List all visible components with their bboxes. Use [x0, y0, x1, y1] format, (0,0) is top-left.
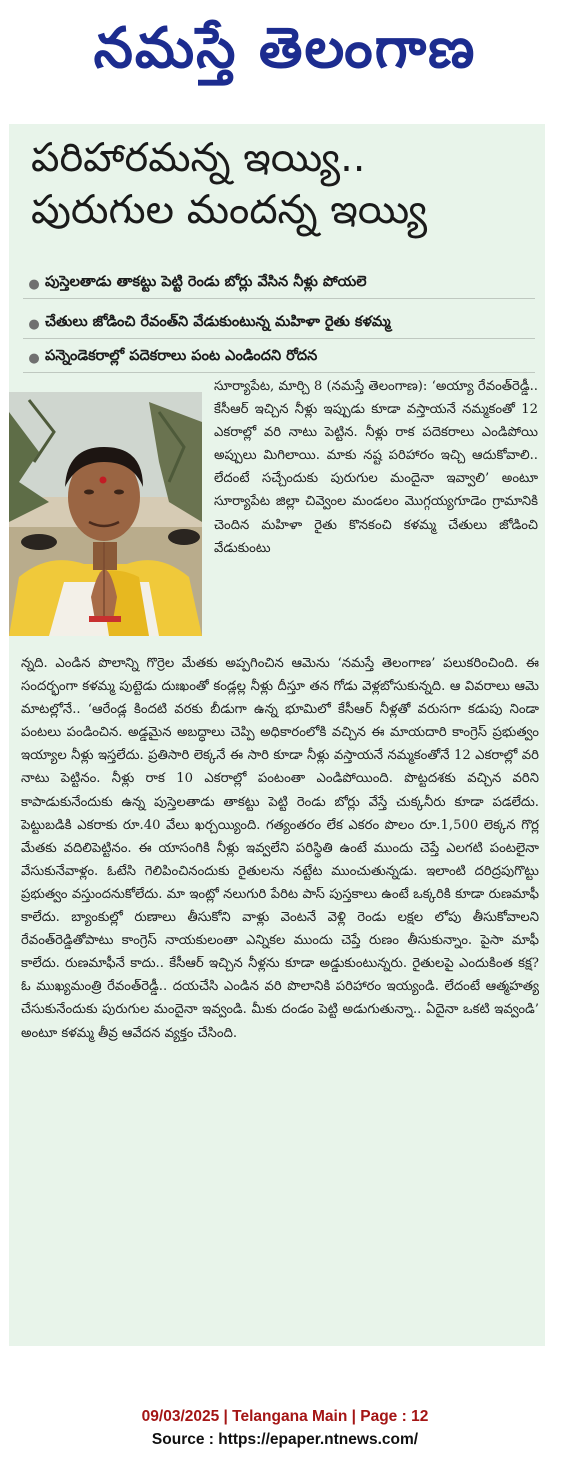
article-body-intro: సూర్యాపేట, మార్చి 8 (నమస్తే తెలంగాణ): ‘అయ్యా రేవంత్‌రెడ్డీ.. కేసీఆర్‌ ఇచ్చిన నీళ్లు ఇప్పుడు కూడా వస్తాయనే నమ్మకంతో 12 ఎకరాల్లో వరి నాటు పెట్టిన. నీళ్లు రాక పదెకరాలు ఎండిపోయి అప్పులు మిగిలాయి. మాకు నష్ట పరిహారం ఇచ్చి ఆదుకోవాలి.. లేదంటే సచ్చేందుకు పురుగుల మందైనా ఇవ్వాలి’ అంటూ సూర్యాపేట జిల్లా చివ్వెంల మండలం మొగ్గయ్యగూడెం గ్రామానికి చెందిన మహిళా రైతు కొనకంచి కళమ్మ చేతులు జోడించి వేడుకుంటు: [214, 379, 538, 556]
highlight-item: [23, 270, 535, 299]
footer-source: Source : https://epaper.ntnews.com/: [151, 1431, 419, 1448]
headline-line-2: పురుగుల మందన్న ఇయ్యి: [31, 187, 428, 233]
headline: [31, 132, 531, 236]
highlight-item: [23, 344, 535, 373]
bullet-icon: ●: [28, 350, 40, 366]
highlight-text: పుస్తెలతాడు తాకట్టు పెట్టి రెండు బోర్లు వేసిన నీళ్లు పోయలె: [45, 274, 367, 290]
newspaper-logo: నమస్తే తెలంగాణ: [93, 15, 477, 81]
masthead: [0, 0, 570, 110]
footer-date-page: 09/03/2025 | Telangana Main | Page : 12: [141, 1408, 429, 1425]
farmer-photo: [9, 392, 202, 636]
highlight-item: [23, 310, 535, 339]
highlight-text: చేతులు జోడించి రేవంత్‌ని వేడుకుంటున్న మహిళా రైతు కళమ్మ: [45, 314, 391, 330]
bullet-icon: ●: [28, 276, 40, 292]
news-clipping: [9, 124, 545, 1346]
highlight-text: పన్నెండెకరాల్లో పదెకరాలు పంట ఎండిందని రోదన: [45, 348, 318, 364]
headline-line-1: పరిహారమన్న ఇయ్యి..: [31, 135, 366, 181]
article-body-main: న్నది. ఎండిన పొలాన్ని గొర్రెల మేతకు అప్పగించిన ఆమెను ‘నమస్తే తెలంగాణ’ పలుకరించింది. ఈ సందర్భంగా కళమ్మ పుట్టెడు దుఃఖంతో కండ్లల్ల నీళ్లు దీస్తూ తన గోడు వెళ్లబోసుకున్నది. ఆ వివరాలు ఆమె మాటల్లోనే.. ‘ఆరేండ్ల కిందటి వరకు బీడుగా ఉన్న భూమిలో కేసీఆర్‌ నీళ్లతో వరుసగా కడుపు నిండా పంటలు పండించిన. అడ్డమైన అబద్ధాలు చెప్పి అధికారంలోకి వచ్చిన ఈ మాయదారి కాంగ్రెస్‌ ప్రభుత్వం ఇయ్యాల నీళ్లు ఇస్తలేదు. ప్రతిసారి లెక్కనే ఈ సారి కూడా నీళ్లు వస్తాయనే నమ్మకంతోనే 12 ఎకరాల్లో వరి నాటు పెట్టినం. నీళ్లు రాక 10 ఎకరాల్లో పంటంతా ఎండిపోయింది. పొట్టదశకు వచ్చిన వరిని కాపాడుకునేందుకు ఉన్న పుస్తెలతాడు తాకట్టు పెట్టి రెండు బోర్లు వేస్తే చుక్కనీరు కూడా పడలేదు. పెట్టుబడికి ఎకరాకు రూ.40 వేలు ఖర్చయ్యింది. గత్యంతరం లేక ఎకరం పొలం రూ.1,500 లెక్కన గొర్ల మేతకు వదిలిపెట్టినం. ఈ యాసంగికి నీళ్లు ఇవ్వలేని పరిస్థితి ఉంటే ముందు చెప్తే ఎలగటి పంటలైనా వేసుకునేవాళ్లం. ఓటేసి గెలిపించినందుకు రైతులను నట్టేట ముంచుతున్నడు. ఇలాంటి దరిద్రపుగొట్టు ప్రభుత్వం వస్తుందనుకోలేదు. మా ఇంట్లో నలుగురి పేరిట పాస్‌ పుస్తకాలు ఉంటే ఒక్కరికి కూడా రుణమాఫీ కాలేదు. బ్యాంకుల్లో రుణాలు తీసుకోని వాళ్లు వెంటనే వెళ్లి రెండు లక్షల లోపు తీసుకోవాలని రేవంత్‌రెడ్డితోపాటు కాంగ్రెస్‌ నాయకులంతా ఎన్నికల ముందు చెప్తే రుణం తీసుకున్నాం. పైసా మాఫీ కాలేదు. రుణమాఫీనే కాదు.. కేసీఆర్‌ ఇచ్చిన నీళ్లను కూడా అడ్డుకుంటున్నరు. రైతులపై ఎందుకింత కక్ష? ఓ ముఖ్యమంత్రి రేవంత్‌రెడ్డీ.. దయచేసి ఎండిన వరి పొలానికి పరిహారం ఇయ్యండి. లేదంటే ఆత్మహత్య చేసుకునేందుకు పురుగుల మందైనా ఇవ్వండి. మీకు దండం పెట్టి అడుగుతున్నా.. ఏదైనా ఒకటి ఇవ్వండి’ అంటూ కళమ్మ తీవ్ర ఆవేదన వ్యక్తం చేసింది.: [21, 656, 539, 1041]
bullet-icon: ●: [28, 316, 40, 332]
